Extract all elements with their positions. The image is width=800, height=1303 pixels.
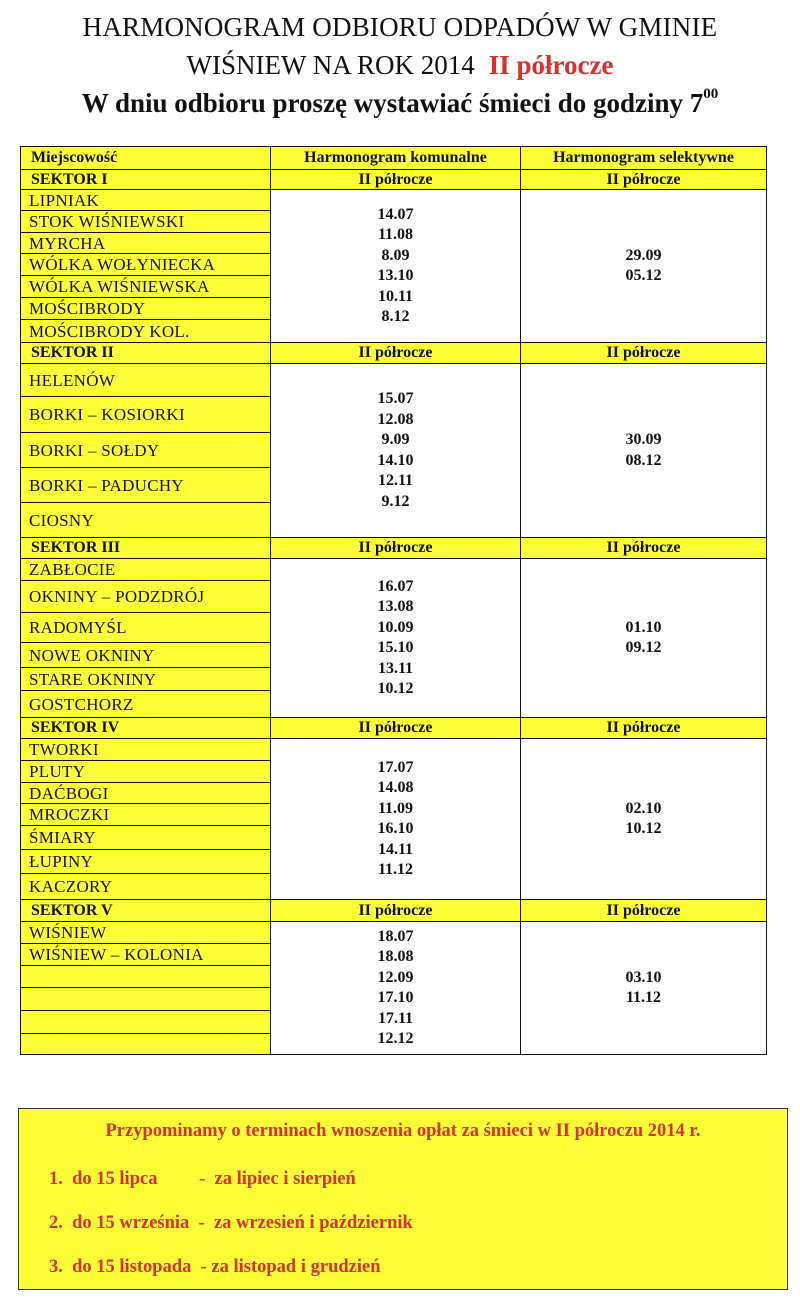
locality-cell: PLUTY [20,760,271,783]
sector-half-year: II półrocze [270,342,521,364]
locality-cell: TWORKI [20,738,271,761]
locality-cell: MYRCHA [20,232,271,254]
locality-cell: OKNINY – PODZDRÓJ [20,580,271,613]
mixed-waste-date: 14.11 [377,840,414,858]
locality-cell: STOK WIŚNIEWSKI [20,210,271,233]
mixed-waste-date: 9.09 [381,431,410,448]
selective-waste-date: 08.12 [625,451,662,469]
mixed-waste-date: 12.08 [377,410,414,428]
locality-cell: MROCZKI [20,803,271,826]
mixed-waste-date: 8.09 [381,246,410,264]
mixed-waste-date: 14.07 [377,205,414,223]
mixed-waste-dates [270,921,521,1055]
locality-cell: WÓLKA WOŁYNIECKA [20,253,271,276]
selective-waste-date: 29.09 [625,246,662,264]
instruction-line [0,88,800,119]
selective-waste-date: 10.12 [625,820,662,837]
selective-waste-date: 01.10 [625,618,662,636]
mixed-waste-date: 14.08 [377,779,414,796]
selective-waste-dates [520,363,767,538]
locality-cell: BORKI – KOSIORKI [20,396,271,433]
reminder-title: Przypominamy o terminach wnoszenia opłat za śmieci w II półroczu 2014 r. [105,1121,701,1141]
sector-name: SEKTOR III [20,537,271,559]
mixed-waste-dates [270,189,521,343]
mixed-waste-date: 9.12 [381,492,410,510]
column-header-selective-waste: Harmonogram selektywne [520,146,767,170]
title-line-2 [0,50,800,81]
mixed-waste-date: 12.09 [377,968,414,986]
locality-cell: ŚMIARY [20,825,271,850]
mixed-waste-dates [270,738,521,900]
title-line-1: HARMONOGRAM ODBIORU ODPADÓW W GMINIE [82,12,718,42]
mixed-waste-date: 13.11 [377,659,414,677]
sector-name: SEKTOR IV [20,717,271,739]
payment-reminder-box [18,1108,788,1290]
sector-half-year: II półrocze [520,342,767,364]
mixed-waste-date: 18.07 [377,927,414,945]
mixed-waste-date: 11.08 [377,226,414,243]
instruction-time-superscript: 00 [703,86,719,102]
sector-half-year: II półrocze [270,717,521,739]
sector-name: SEKTOR I [20,169,271,190]
mixed-waste-date: 8.12 [381,308,410,325]
selective-waste-dates [520,738,767,900]
locality-cell: LIPNIAK [20,189,271,211]
locality-cell [20,1010,271,1034]
reminder-item: 2. do 15 września - za wrzesień i październik [49,1213,413,1233]
selective-waste-dates [520,921,767,1055]
mixed-waste-dates [270,363,521,538]
mixed-waste-date: 17.11 [377,1009,414,1027]
title-half-year: II półrocze [488,50,614,80]
locality-cell: CIOSNY [20,502,271,538]
mixed-waste-date: 17.07 [377,758,414,776]
reminder-item: 1. do 15 lipca - za lipiec i sierpień [49,1169,356,1189]
sector-half-year: II półrocze [520,537,767,559]
locality-cell: BORKI – SOŁDY [20,432,271,468]
mixed-waste-date: 16.10 [377,820,414,837]
mixed-waste-date: 10.09 [377,618,414,636]
sector-name: SEKTOR V [20,899,271,922]
locality-cell: BORKI – PADUCHY [20,467,271,503]
sector-half-year: II półrocze [270,899,521,922]
locality-cell: HELENÓW [20,363,271,397]
column-header-mixed-waste: Harmonogram komunalne [270,146,521,170]
locality-cell [20,965,271,988]
selective-waste-dates [520,558,767,718]
locality-cell: DAĆBOGI [20,782,271,804]
mixed-waste-date: 18.08 [377,948,414,965]
mixed-waste-date: 17.10 [377,989,414,1006]
selective-waste-date: 05.12 [625,267,662,284]
mixed-waste-date: 13.08 [377,598,414,615]
locality-cell: ŁUPINY [20,849,271,874]
column-header-locality: Miejscowość [20,146,271,170]
mixed-waste-date: 14.10 [377,451,414,469]
selective-waste-date: 02.10 [625,799,662,817]
mixed-waste-date: 15.07 [377,390,414,407]
locality-cell: RADOMYŚL [20,612,271,643]
sector-half-year: II półrocze [520,717,767,739]
locality-cell: WIŚNIEW – KOLONIA [20,943,271,966]
selective-waste-dates [520,189,767,343]
locality-cell [20,1033,271,1055]
selective-waste-date: 11.12 [625,989,662,1006]
sector-half-year: II półrocze [270,169,521,190]
mixed-waste-date: 10.12 [377,680,414,697]
sector-half-year: II półrocze [520,169,767,190]
sector-half-year: II półrocze [270,537,521,559]
instruction-text: W dniu odbioru proszę wystawiać śmieci do godziny 7 [81,88,704,118]
reminder-item: 3. do 15 listopada - za listopad i grudzień [49,1257,381,1277]
mixed-waste-dates [270,558,521,718]
locality-cell: WIŚNIEW [20,921,271,944]
mixed-waste-date: 16.07 [377,577,414,595]
locality-cell: MOŚCIBRODY [20,297,271,320]
mixed-waste-date: 11.12 [377,861,414,878]
mixed-waste-date: 10.11 [377,287,414,305]
mixed-waste-date: 11.09 [377,799,414,817]
mixed-waste-date: 12.11 [377,472,414,489]
locality-cell: STARE OKNINY [20,667,271,691]
sector-name: SEKTOR II [20,342,271,364]
mixed-waste-date: 15.10 [377,639,414,656]
locality-cell: NOWE OKNINY [20,642,271,668]
selective-waste-date: 30.09 [625,431,662,448]
selective-waste-date: 09.12 [625,639,662,656]
locality-cell: MOŚCIBRODY KOL. [20,319,271,343]
locality-cell: WÓLKA WIŚNIEWSKA [20,275,271,298]
locality-cell: ZABŁOCIE [20,558,271,581]
title-municipality-year: WIŚNIEW NA ROK 2014 [186,50,475,80]
locality-cell: GOSTCHORZ [20,690,271,718]
selective-waste-date: 03.10 [625,968,662,986]
mixed-waste-date: 13.10 [377,267,414,284]
sector-half-year: II półrocze [520,899,767,922]
mixed-waste-date: 12.12 [377,1030,414,1047]
locality-cell [20,987,271,1011]
locality-cell: KACZORY [20,873,271,900]
reminder-list [49,1169,413,1301]
